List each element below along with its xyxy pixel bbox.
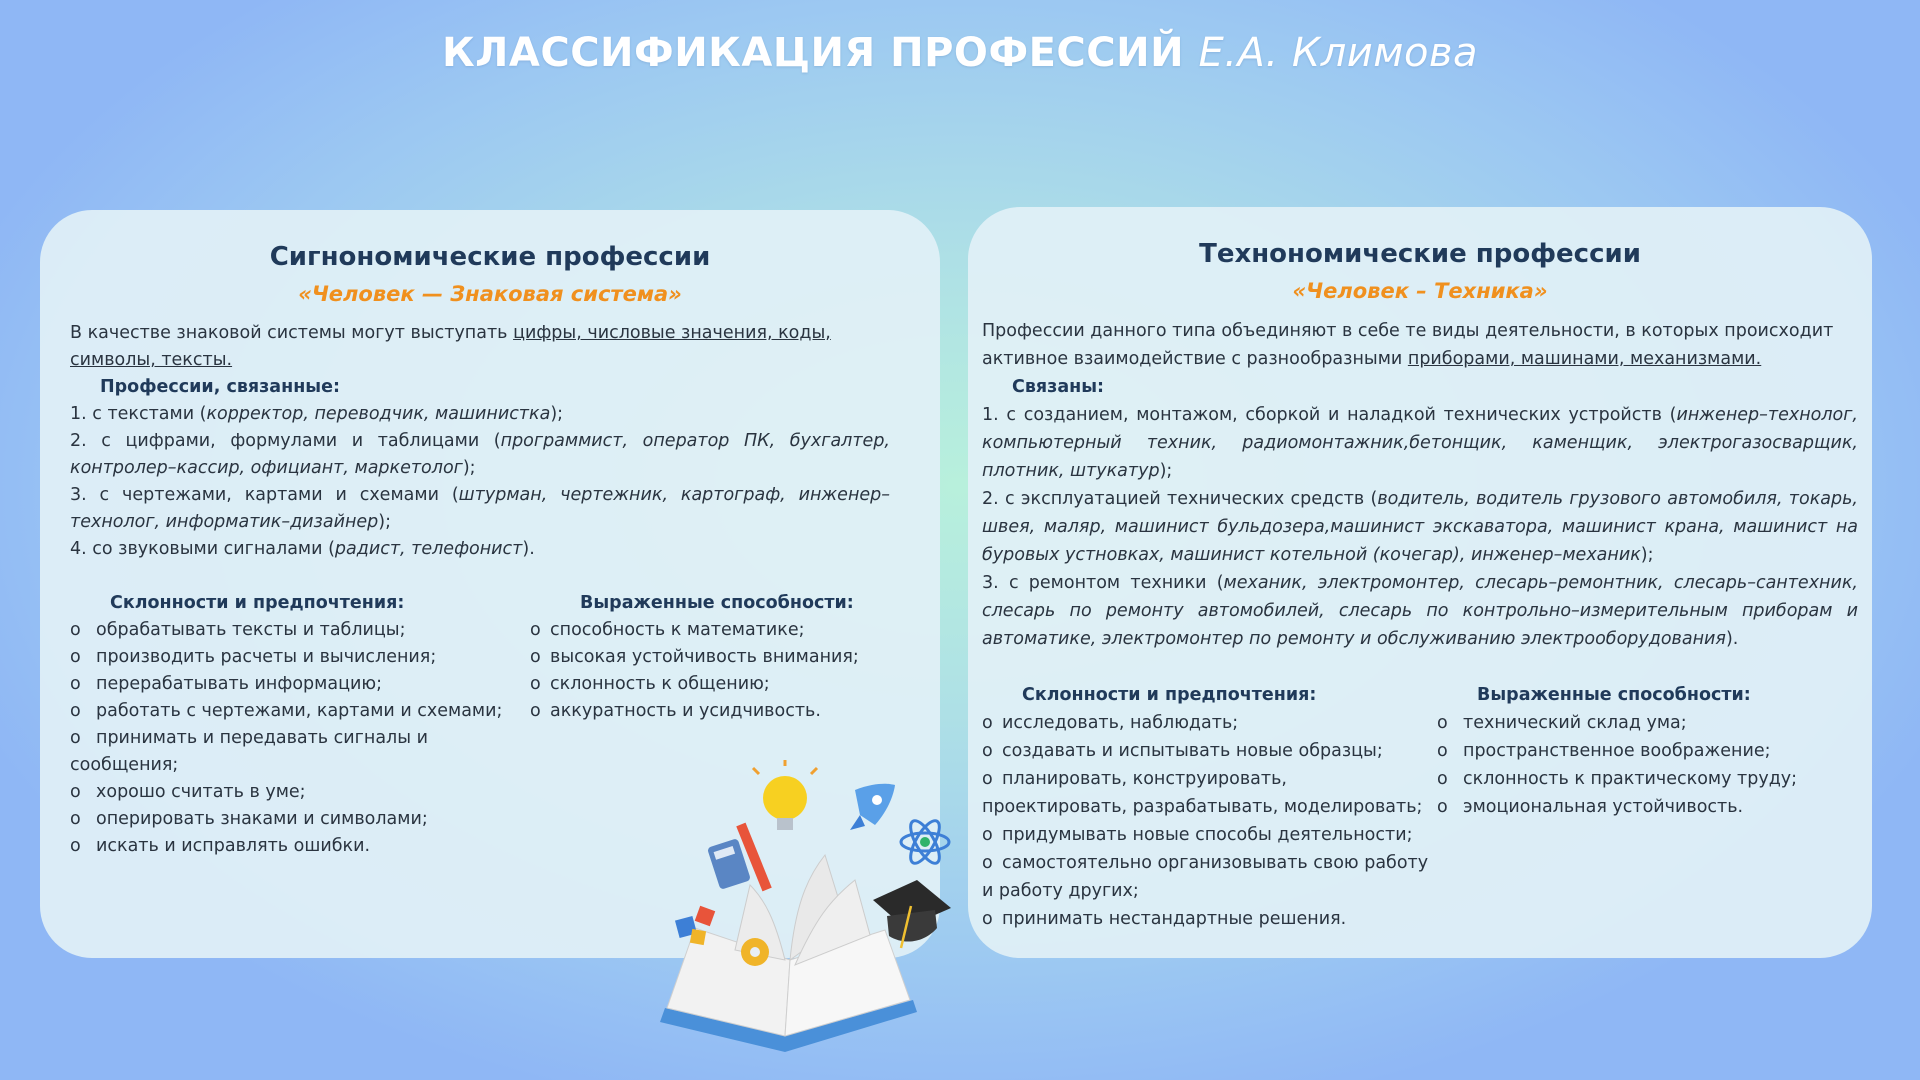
list-item: o технический склад ума; (1437, 713, 1687, 733)
list-item: 1. с созданием, монтажом, сборкой и наладкой технических устройств (инженер–технолог, компьютерный техник, радиомонтажник,бетонщик, каменщик, электрогазосварщик, плотник, штукатур); (982, 405, 1858, 481)
list-item: 2. с цифрами, формулами и таблицами (программист, оператор ПК, бухгалтер, контролер–кассир, официант, маркетолог); (70, 431, 890, 478)
abilities-heading: Выраженные способности: (580, 593, 854, 613)
list-item: 4. со звуковыми сигналами (радист, телефонист). (70, 539, 535, 559)
page-title-main: КЛАССИФИКАЦИЯ ПРОФЕССИЙ (441, 30, 1185, 76)
list-item: o работать с чертежами, картами и схемами; (70, 701, 503, 721)
preferences-heading: Склонности и предпочтения: (1022, 685, 1317, 705)
list-item: o производить расчеты и вычисления; (70, 647, 437, 667)
list-item: 3. с чертежами, картами и схемами (штурман, чертежник, картограф, инженер–технолог, информатик–дизайнер); (70, 485, 891, 532)
list-item: o аккуратность и усидчивость. (530, 701, 821, 721)
related-heading: Связаны: (1012, 377, 1105, 397)
list-item: 3. с ремонтом техники (механик, электромонтер, слесарь–ремонтник, слесарь–сантехник, слесарь по ремонту автомобилей, слесарь по контрольно–измерительным приборам и автоматике, электромонтер по ремонту и обслуживанию электрооборудования). (982, 573, 1859, 649)
list-item: o перерабатывать информацию; (70, 674, 382, 694)
page-title (0, 30, 1920, 76)
list-item: o оперировать знаками и символами; (70, 809, 428, 829)
preferences-column (982, 681, 1437, 933)
education-illustration (655, 760, 955, 1060)
calculator-icon (707, 823, 772, 892)
list-item: o эмоциональная устойчивость. (1437, 797, 1744, 817)
list-item: o склонность к практическому труду; (1437, 769, 1798, 789)
abilities-heading: Выраженные способности: (1477, 685, 1751, 705)
list-item: o пространственное воображение; (1437, 741, 1771, 761)
list-item: o искать и исправлять ошибки. (70, 836, 371, 856)
list-item: o придумывать новые способы деятельности; (982, 825, 1413, 845)
list-item: o принимать нестандартные решения. (982, 909, 1347, 929)
intro-underlined: приборами, машинами, механизмами. (1407, 349, 1762, 369)
preferences-column (70, 590, 530, 860)
card-title: Технономические профессии (1199, 239, 1641, 269)
list-item: o создавать и испытывать новые образцы; (982, 741, 1383, 761)
card-subtitle: «Человек — Знаковая система» (298, 282, 682, 306)
open-book-icon (660, 855, 917, 1052)
list-item: o обрабатывать тексты и таблицы; (70, 620, 406, 640)
list-item: o способность к математике; (530, 620, 805, 640)
intro-paragraph: В качестве знаковой системы могут выступать цифры, числовые значения, коды, символы, тексты. (70, 323, 831, 370)
list-item: o планировать, конструировать, проектировать, разрабатывать, моделировать; (982, 769, 1423, 817)
gear-icon (741, 938, 769, 966)
card-subtitle: «Человек – Техника» (1292, 279, 1548, 303)
card-technonomic (968, 207, 1872, 958)
atom-icon (901, 817, 949, 868)
related-heading: Профессии, связанные: (100, 377, 340, 397)
list-item: o склонность к общению; (530, 674, 770, 694)
intro-paragraph: Профессии данного типа объединяют в себе те виды деятельности, в которых происходит активное взаимодействие с разнообразными приборами, машинами, механизмами. (982, 321, 1834, 369)
list-item: 1. с текстами (корректор, переводчик, машинистка); (70, 404, 564, 424)
list-item: o самостоятельно организовывать свою работу и работу других; (982, 853, 1429, 901)
rocket-icon (850, 784, 895, 830)
preferences-heading: Склонности и предпочтения: (110, 593, 405, 613)
page-title-author: Е.А. Климова (1198, 30, 1479, 76)
card-title: Сигнономические профессии (269, 242, 711, 272)
lightbulb-icon (753, 760, 817, 830)
list-item: o исследовать, наблюдать; (982, 713, 1239, 733)
list-item: o принимать и передавать сигналы и сообщения; (70, 728, 428, 775)
abilities-column (1437, 681, 1858, 933)
list-item: 2. с эксплуатацией технических средств (водитель, водитель грузового автомобиля, токарь, швея, маляр, машинист бульдозера,машинист экскаватора, машинист крана, машинист на буровых устновках, машинист котельной (кочегар), инженер–механик); (982, 489, 1858, 565)
intro-underlined: цифры, числовые значения, коды, символы, тексты. (70, 323, 831, 370)
list-item: o хорошо считать в уме; (70, 782, 306, 802)
list-item: o высокая устойчивость внимания; (530, 647, 859, 667)
